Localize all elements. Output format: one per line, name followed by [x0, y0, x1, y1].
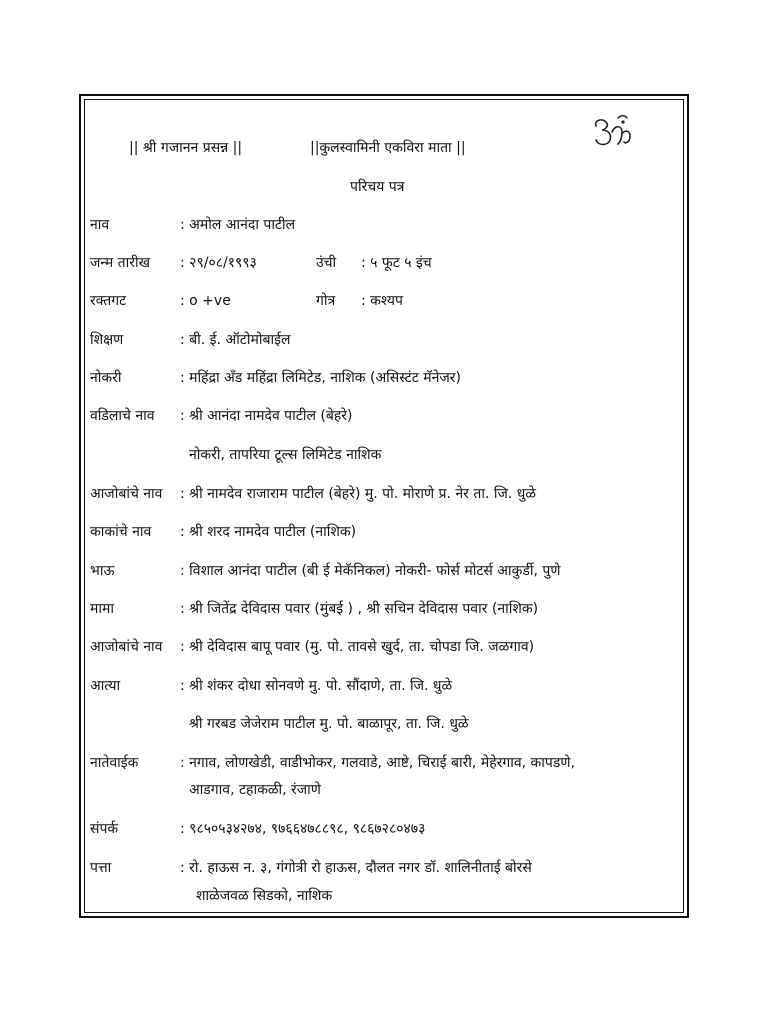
value-height: : ५ फूट ५ इंच — [361, 255, 432, 271]
label-grandfather-maternal: आजोबांचे नाव — [90, 639, 163, 655]
value-name: : अमोल आनंदा पाटील — [180, 217, 296, 233]
label-height: उंची — [316, 255, 337, 271]
label-uncle: काकांचे नाव — [90, 524, 152, 540]
value-job: : महिंद्रा अँड महिंद्रा लिमिटेड, नाशिक (असिस्टंट मॅनेजर) — [180, 370, 461, 386]
om-symbol — [590, 112, 638, 152]
label-blood-group: रक्तगट — [90, 293, 127, 309]
invocation-kuldevi: ||कुलस्वामिनी एकविरा माता || — [310, 140, 466, 156]
value-uncle: : श्री शरद नामदेव पाटील (नाशिक) — [180, 524, 357, 540]
value-address-2: शाळेजवळ सिडको, नाशिक — [196, 888, 333, 904]
label-dob: जन्म तारीख — [90, 255, 151, 271]
value-contact: : ९८५०५३४२७४, ९७६६४७८८९८, ९८६७२८०४७३ — [180, 821, 426, 837]
value-brother: : विशाल आनंदा पाटील (बी ई मेकॅनिकल) नोकरी- फोर्स मोटर्स आकुर्डी, पुणे — [180, 563, 561, 579]
label-brother: भाऊ — [90, 563, 115, 579]
label-gotra: गोत्र — [316, 293, 336, 309]
label-education: शिक्षण — [90, 332, 124, 348]
value-aunt: : श्री शंकर दोधा सोनवणे मु. पो. सौंदाणे, ता. जि. धुळे — [180, 678, 453, 694]
value-dob: : २९/०८/१९९३ — [180, 255, 257, 271]
value-aunt-2: श्री गरबड जेजेराम पाटील मु. पो. बाळापूर, ता. जि. धुळे — [189, 716, 469, 732]
invocation-gajanan: || श्री गजानन प्रसन्न || — [129, 140, 243, 156]
value-grandfather-maternal: : श्री देविदास बापू पवार (मु. पो. तावसे खुर्द, ता. चोपडा जि. जळगाव) — [180, 639, 535, 655]
label-father: वडिलाचे नाव — [90, 408, 155, 424]
value-relatives: : नगाव, लोणखेडी, वाडीभोकर, गलवाडे, आष्टे, चिराई बारी, मेहेरगाव, कापडणे, — [180, 755, 575, 771]
label-name: नाव — [90, 217, 110, 233]
label-aunt: आत्या — [90, 678, 121, 694]
value-maternal-uncle: : श्री जितेंद्र देविदास पवार (मुंबई ) , श्री सचिन देविदास पवार (नाशिक) — [180, 601, 539, 617]
label-grandfather-paternal: आजोबांचे नाव — [90, 486, 163, 502]
label-address: पत्ता — [90, 860, 112, 876]
value-father: : श्री आनंदा नामदेव पाटील (बेहरे) — [180, 408, 353, 424]
label-job: नोकरी — [90, 370, 122, 386]
value-relatives-2: आडगाव, टहाकळी, रंजाणे — [189, 782, 321, 798]
value-gotra: : कश्यप — [361, 293, 403, 309]
value-address: : रो. हाऊस न. ३, गंगोत्री रो हाऊस, दौलत नगर डॉ. शालिनीताई बोरसे — [180, 860, 532, 876]
label-contact: संपर्क — [90, 821, 119, 837]
document-title: परिचय पत्र — [350, 179, 405, 195]
label-maternal-uncle: मामा — [90, 601, 114, 617]
document-inner-border — [84, 99, 684, 913]
value-grandfather-paternal: : श्री नामदेव राजाराम पाटील (बेहरे) मु. पो. मोराणे प्र. नेर ता. जि. धुळे — [180, 486, 537, 502]
label-relatives: नातेवाईक — [90, 755, 139, 771]
value-father-job: नोकरी, तापरिया टूल्स लिमिटेड नाशिक — [189, 447, 382, 463]
value-education: : बी. ई. ऑटोमोबाईल — [180, 332, 291, 348]
value-blood-group: : o +ve — [180, 293, 231, 309]
